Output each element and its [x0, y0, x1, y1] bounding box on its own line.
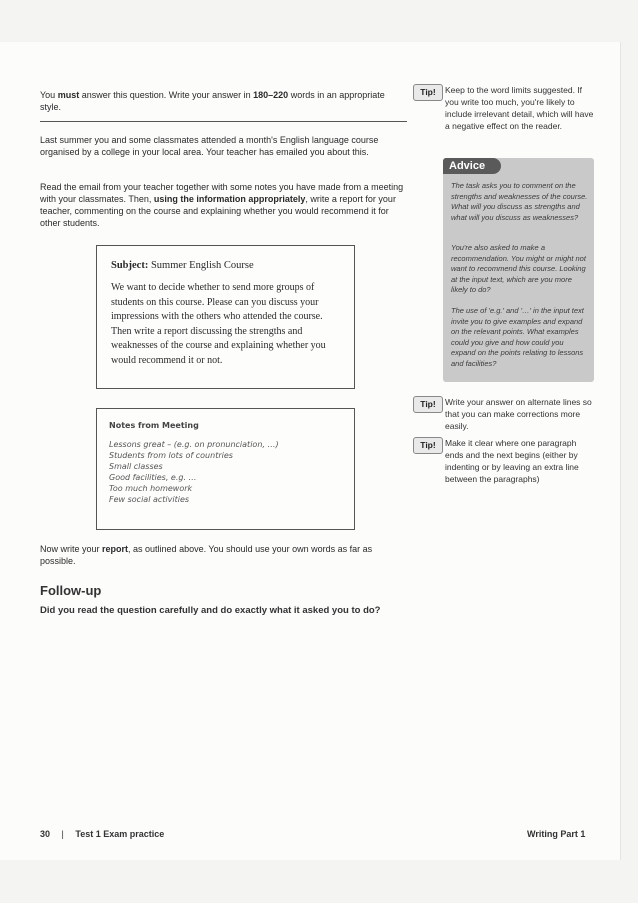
task-post: , write a report for your teacher, commenting on the course and explaining whether you would recommend it for other students.: [40, 194, 396, 228]
footer-section: Test 1 Exam practice: [75, 829, 165, 839]
note-item: Too much homework: [109, 484, 193, 493]
divider: [40, 121, 407, 122]
write-post: , as outlined above. You should use your own words as far as possible.: [40, 544, 373, 566]
note-item: Few social activities: [109, 495, 190, 504]
advice-para-1: The task asks you to comment on the strengths and weaknesses of the course. What will you discuss as strengths and what will you discuss as weaknesses?: [451, 181, 588, 222]
instr-must: must: [57, 90, 80, 100]
advice-para-3: The use of 'e.g.' and '…' in the input text invite you to give examples and expand on the relevant points. What examples could you give and how could you expand on the points relating to lessons and facilities?: [451, 306, 584, 368]
write-instructions: [40, 543, 408, 567]
advice-heading: Advice: [443, 158, 501, 174]
email-box: [96, 245, 355, 389]
advice-para-2: You're also asked to make a recommendation. You might or might not want to recommend this course. Looking at the input text, which are you more likely to do?: [451, 243, 586, 294]
notes-list: [109, 439, 347, 505]
followup-heading: Follow-up: [40, 583, 102, 598]
notes-box: [96, 408, 355, 530]
write-bold: report: [102, 544, 129, 554]
note-item: Small classes: [109, 462, 163, 471]
email-subject-line: [111, 260, 254, 271]
tip-text-3: Make it clear where one paragraph ends and the next begins (either by indenting or by leaving an extra line between the paragraphs): [445, 438, 579, 484]
scenario-text: Last summer you and some classmates attended a month's English language course organised by a college in your local area. Your teacher has emailed you about this.: [40, 135, 379, 157]
followup-text: Did you read the question carefully and do exactly what it asked you to do?: [40, 605, 381, 616]
tip-badge: Tip!: [413, 84, 443, 101]
note-item: Students from lots of countries: [109, 451, 233, 460]
footer-separator: |: [61, 829, 64, 839]
instr-text: words in an appropriate style.: [40, 90, 385, 112]
note-item: Good facilities, e.g. …: [109, 473, 197, 482]
footer-part: Writing Part 1: [527, 829, 586, 839]
instr-text: You: [40, 90, 58, 100]
email-subject-label: Subject:: [111, 260, 149, 271]
task-bold: using the information appropriately: [153, 194, 306, 204]
tip-badge: Tip!: [413, 396, 443, 413]
notes-title: Notes from Meeting: [109, 421, 199, 430]
instr-text: answer this question. Write your answer in: [79, 90, 254, 100]
email-body: We want to decide whether to send more groups of students on this course. Please can you discuss your impressions with the others who attended the course. Then write a report discussing the strengths and weaknesses of the course and explaining whether you would recommend it or not.: [111, 282, 326, 366]
write-pre: Now write your: [40, 544, 103, 554]
tip-badge: Tip!: [413, 437, 443, 454]
note-item: Lessons great – (e.g. on pronunciation, …): [109, 440, 279, 449]
task-text: [40, 181, 408, 229]
page-number: 30: [40, 829, 51, 839]
instr-word-count: 180–220: [253, 90, 289, 100]
tip-text-1: Keep to the word limits suggested. If you write too much, you're likely to include irrelevant detail, which will have a negative effect on the reader.: [445, 85, 594, 131]
email-subject: Summer English Course: [150, 260, 254, 271]
footer-left: [40, 829, 164, 839]
tip-text-2: Write your answer on alternate lines so that you can make corrections more easily.: [445, 397, 592, 431]
task-pre: Read the email from your teacher together with some notes you have made from a meeting with your classmates. Then,: [40, 182, 404, 204]
instructions: [40, 89, 400, 113]
